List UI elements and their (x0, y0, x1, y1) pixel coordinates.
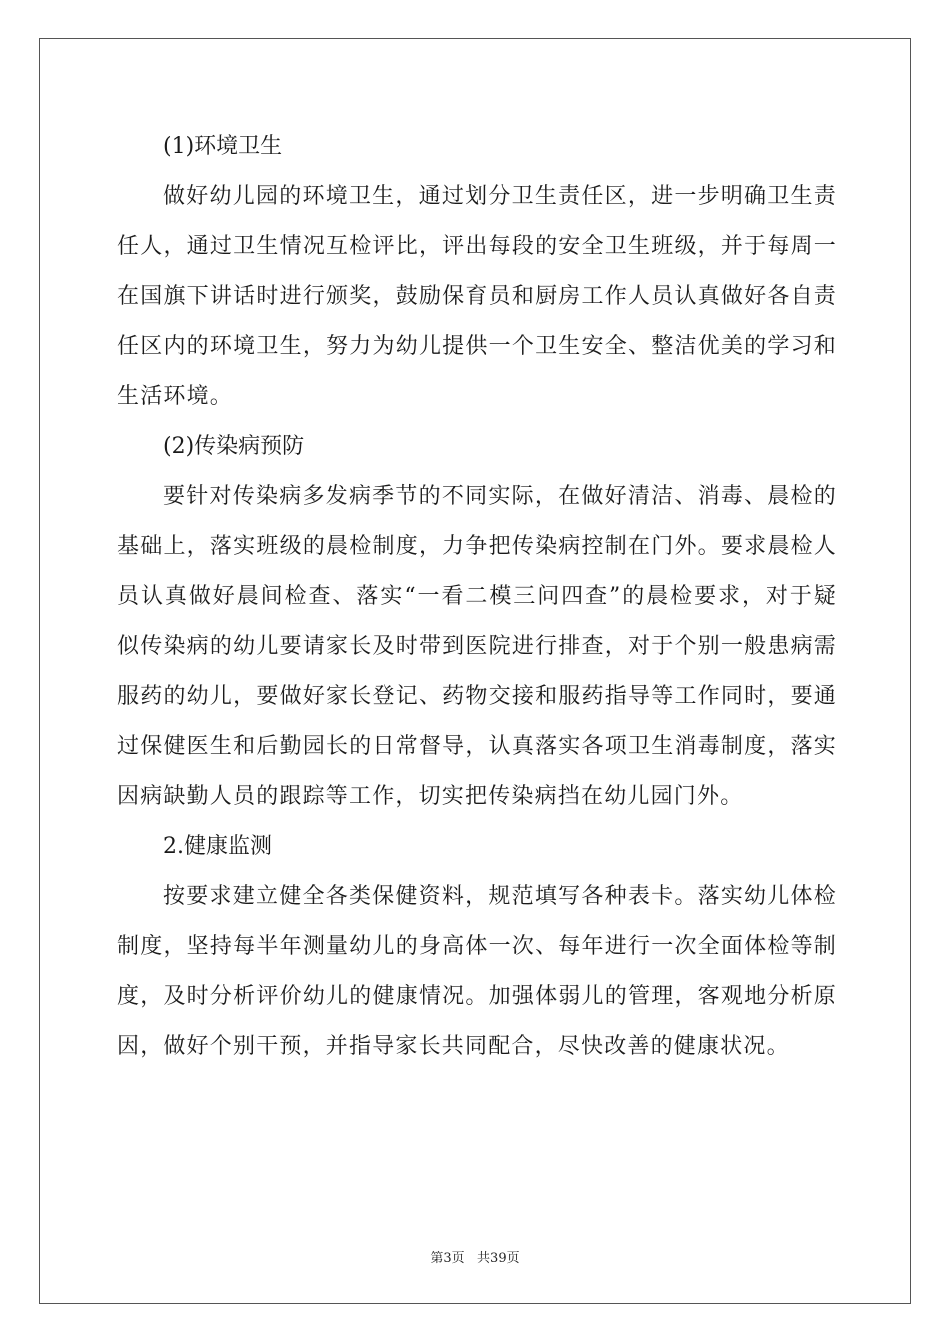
paragraph-health-monitoring: 按要求建立健全各类保健资料，规范填写各种表卡。落实幼儿体检制度，坚持每半年测量幼儿的身高体一次、每年进行一次全面体检等制度，及时分析评价幼儿的健康情况。加强体弱儿的管理，客观地分析原因，做好个别干预，并指导家长共同配合，尽快改善的健康状况。 (117, 884, 837, 1059)
section-heading-health-monitoring: 2.健康监测 (163, 834, 272, 859)
paragraph-infectious-disease-prevention: 要针对传染病多发病季节的不同实际，在做好清洁、消毒、晨检的基础上，落实班级的晨检制度，力争把传染病控制在门外。要求晨检人员认真做好晨间检查、落实“一看二模三问四查”的晨检要求，对于疑似传染病的幼儿要请家长及时带到医院进行排查，对于个别一般患病需服药的幼儿，要做好家长登记、药物交接和服药指导等工作同时，要通过保健医生和后勤园长的日常督导，认真落实各项卫生消毒制度，落实因病缺勤人员的跟踪等工作，切实把传染病挡在幼儿园门外。 (117, 484, 837, 809)
paragraph-environment-hygiene: 做好幼儿园的环境卫生，通过划分卫生责任区，进一步明确卫生责任人，通过卫生情况互检评比，评出每段的安全卫生班级，并于每周一在国旗下讲话时进行颁奖，鼓励保育员和厨房工作人员认真做好各自责任区内的环境卫生，努力为幼儿提供一个卫生安全、整洁优美的学习和生活环境。 (117, 184, 837, 409)
section-heading-environment-hygiene: (1)环境卫生 (163, 134, 283, 159)
section-heading-infectious-disease-prevention: (2)传染病预防 (163, 434, 305, 459)
document-body (117, 122, 837, 1072)
page-number-footer: 第3页 共39页 (430, 1251, 520, 1266)
